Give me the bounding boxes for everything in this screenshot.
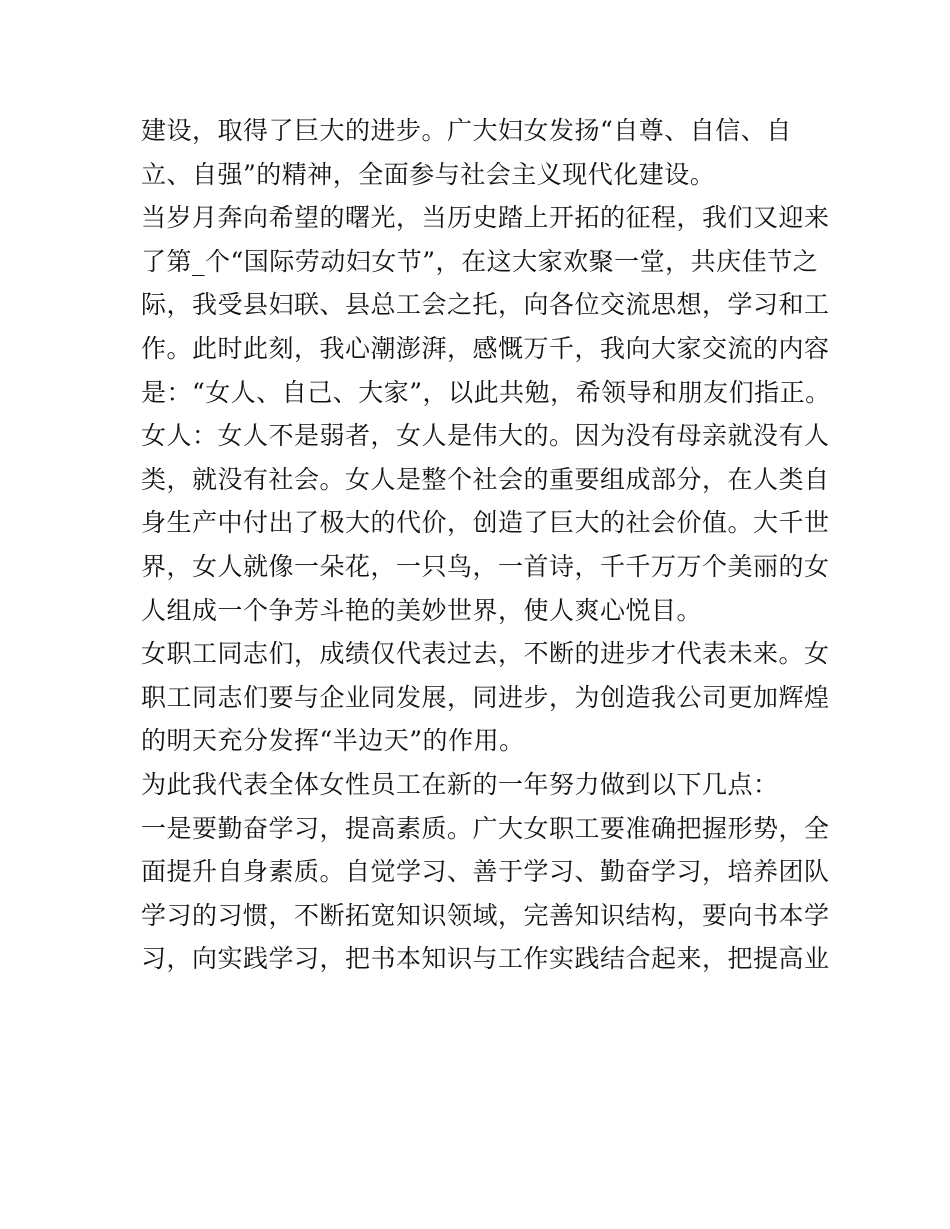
text-line-9: 类，就没有社会。女人是整个社会的重要组成部分，在人类自 (141, 464, 830, 494)
text-line-19: 学习的习惯，不断拓宽知识领域，完善知识结构，要向书本学 (141, 900, 830, 930)
text-line-12: 人组成一个争芳斗艳的美妙世界，使人爽心悦目。 (141, 595, 703, 625)
text-line-20: 习，向实践学习，把书本知识与工作实践结合起来，把提高业 (141, 944, 830, 974)
text-line-6: 作。此时此刻，我心潮澎湃，感慨万千，我向大家交流的内容 (141, 333, 830, 363)
text-line-2: 立、自强”的精神，全面参与社会主义现代化建设。 (141, 159, 716, 189)
text-line-16: 为此我代表全体女性员工在新的一年努力做到以下几点： (141, 769, 779, 799)
text-line-3: 当岁月奔向希望的曙光，当历史踏上开拓的征程，我们又迎来 (141, 203, 830, 233)
text-line-17: 一是要勤奋学习，提高素质。广大女职工要准确把握形势，全 (141, 813, 830, 843)
text-line-7: 是：“女人、自己、大家”，以此共勉，希领导和朋友们指正。 (141, 377, 831, 407)
text-line-8: 女人：女人不是弱者，女人是伟大的。因为没有母亲就没有人 (141, 421, 830, 451)
text-line-5: 际，我受县妇联、县总工会之托，向各位交流思想，学习和工 (141, 290, 830, 320)
text-line-4: 了第_个“国际劳动妇女节”，在这大家欢聚一堂，共庆佳节之 (141, 246, 819, 276)
text-line-11: 界，女人就像一朵花，一只鸟，一首诗，千千万万个美丽的女 (141, 551, 830, 581)
text-line-13: 女职工同志们，成绩仅代表过去，不断的进步才代表未来。女 (141, 639, 830, 669)
document-body (141, 109, 831, 981)
text-line-18: 面提升自身素质。自觉学习、善于学习、勤奋学习，培养团队 (141, 857, 830, 887)
text-line-10: 身生产中付出了极大的代价，创造了巨大的社会价值。大千世 (141, 508, 830, 538)
text-line-15: 的明天充分发挥“半边天”的作用。 (141, 726, 525, 756)
text-line-14: 职工同志们要与企业同发展，同进步，为创造我公司更加辉煌 (141, 682, 830, 712)
text-line-1: 建设，取得了巨大的进步。广大妇女发扬“自尊、自信、自 (141, 116, 792, 145)
